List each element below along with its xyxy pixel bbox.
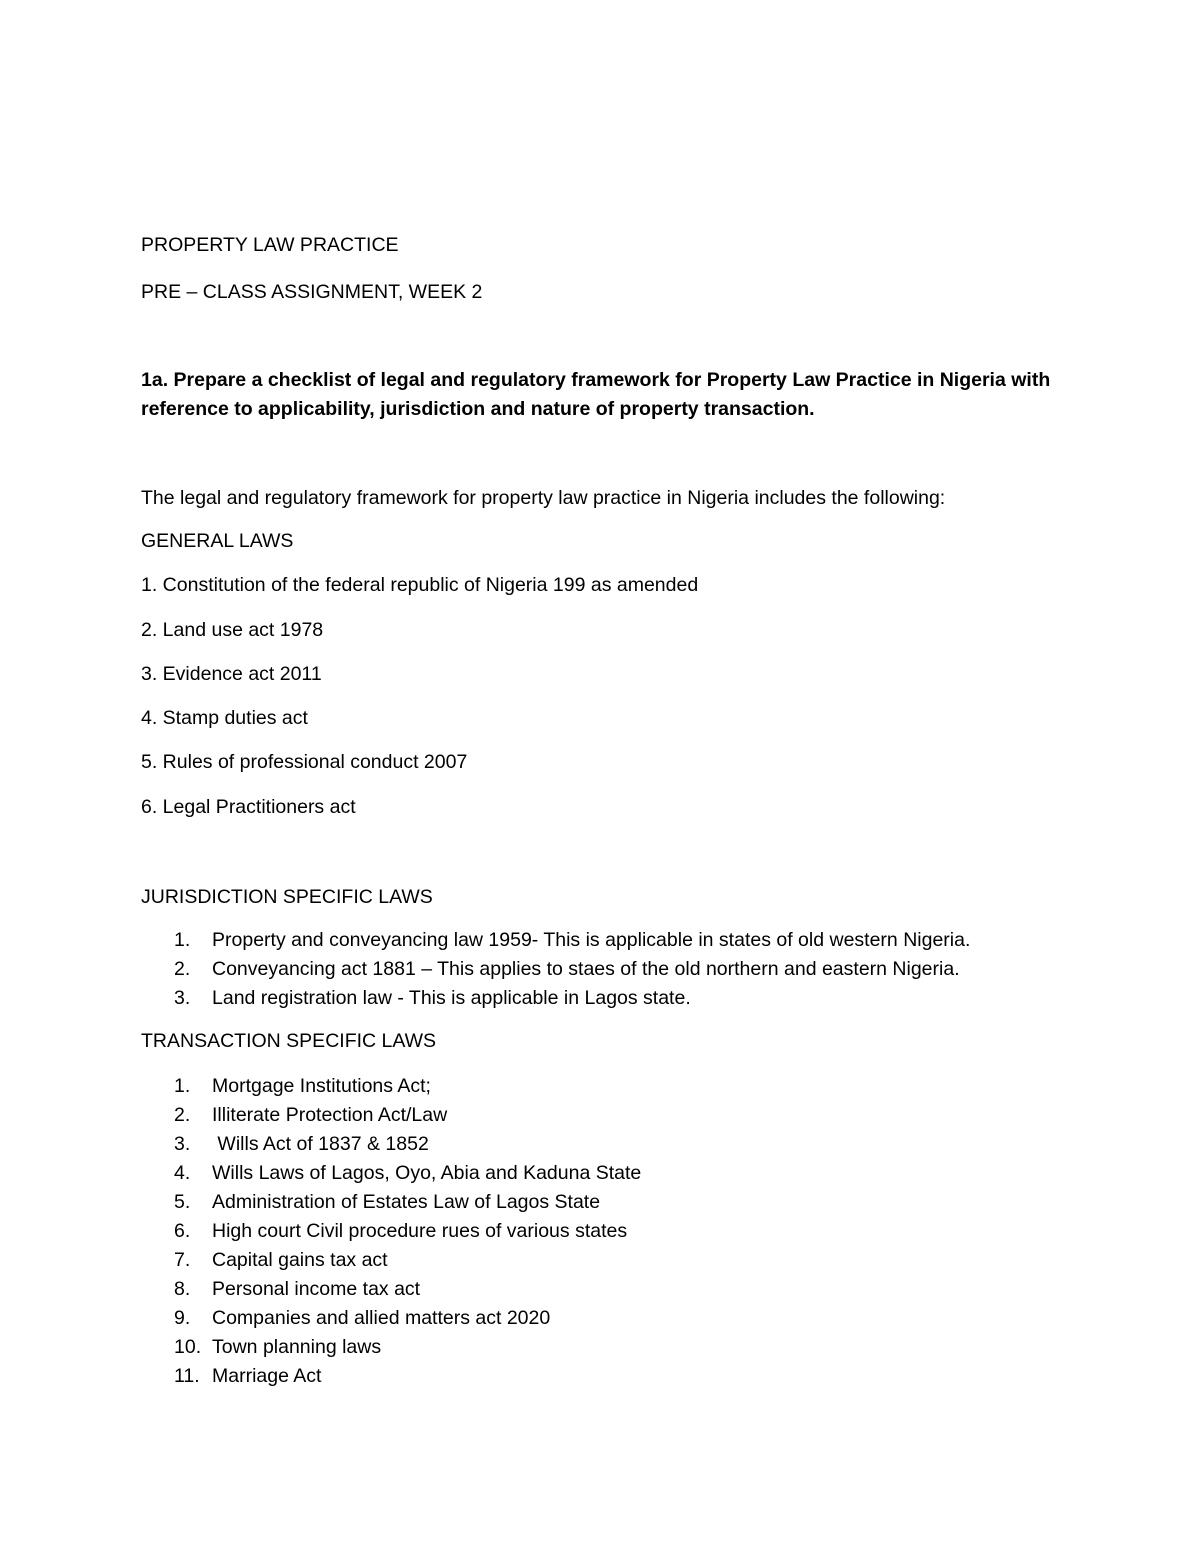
jurisdiction-laws-heading: JURISDICTION SPECIFIC LAWS bbox=[141, 886, 433, 908]
list-item bbox=[141, 1362, 641, 1391]
list-item-text: Administration of Estates Law of Lagos State bbox=[212, 1191, 601, 1213]
document-subtitle: PRE – CLASS ASSIGNMENT, WEEK 2 bbox=[141, 281, 483, 303]
list-item-text: Personal income tax act bbox=[212, 1278, 421, 1300]
list-item-number: 11. bbox=[174, 1365, 200, 1387]
general-law-item: 4. Stamp duties act bbox=[141, 707, 308, 729]
list-item-number: 5. bbox=[174, 1191, 191, 1213]
list-item bbox=[141, 1188, 641, 1217]
transaction-laws-heading: TRANSACTION SPECIFIC LAWS bbox=[141, 1030, 437, 1052]
list-item-number: 8. bbox=[174, 1278, 191, 1300]
list-item-number: 6. bbox=[174, 1220, 191, 1242]
general-law-item: 2. Land use act 1978 bbox=[141, 619, 324, 641]
list-item bbox=[141, 984, 970, 1013]
intro-paragraph: The legal and regulatory framework for property law practice in Nigeria includes the following: bbox=[141, 487, 946, 509]
general-laws-heading: GENERAL LAWS bbox=[141, 530, 294, 552]
list-item-number: 1. bbox=[174, 1075, 191, 1097]
list-item bbox=[141, 1217, 641, 1246]
list-item-text: Companies and allied matters act 2020 bbox=[212, 1307, 551, 1329]
general-law-item: 5. Rules of professional conduct 2007 bbox=[141, 751, 468, 773]
list-item-number: 10. bbox=[174, 1336, 202, 1358]
list-item-text: Marriage Act bbox=[212, 1365, 322, 1387]
list-item-number: 2. bbox=[174, 958, 191, 980]
list-item bbox=[141, 1275, 641, 1304]
list-item-number: 1. bbox=[174, 929, 191, 951]
list-item-number: 4. bbox=[174, 1162, 191, 1184]
list-item-text: Mortgage Institutions Act; bbox=[212, 1075, 431, 1097]
list-item bbox=[141, 1159, 641, 1188]
list-item-text: Town planning laws bbox=[212, 1336, 382, 1358]
list-item-text: Land registration law - This is applicable in Lagos state. bbox=[212, 987, 691, 1009]
list-item bbox=[141, 1072, 641, 1101]
list-item bbox=[141, 1333, 641, 1362]
list-item-text: High court Civil procedure rues of various states bbox=[212, 1220, 628, 1242]
list-item-text: Wills Laws of Lagos, Oyo, Abia and Kaduna State bbox=[212, 1162, 642, 1184]
list-item bbox=[141, 1101, 641, 1130]
general-law-item: 6. Legal Practitioners act bbox=[141, 796, 356, 818]
list-item-text: Wills Act of 1837 & 1852 bbox=[212, 1133, 429, 1155]
list-item-text: Conveyancing act 1881 – This applies to staes of the old northern and eastern Nigeria. bbox=[212, 958, 960, 980]
list-item-number: 9. bbox=[174, 1307, 191, 1329]
transaction-laws-list bbox=[141, 1072, 641, 1391]
list-item bbox=[141, 955, 970, 984]
list-item-text: Capital gains tax act bbox=[212, 1249, 388, 1271]
list-item bbox=[141, 926, 970, 955]
question-paragraph: 1a. Prepare a checklist of legal and regulatory framework for Property Law Practice in Nigeria with reference to applicability, jurisdiction and nature of property transaction. bbox=[141, 369, 1051, 420]
general-law-item: 3. Evidence act 2011 bbox=[141, 663, 322, 685]
list-item bbox=[141, 1246, 641, 1275]
list-item-number: 3. bbox=[174, 1133, 191, 1155]
document-title: PROPERTY LAW PRACTICE bbox=[141, 234, 399, 256]
list-item bbox=[141, 1130, 641, 1159]
list-item-number: 7. bbox=[174, 1249, 191, 1271]
list-item-number: 2. bbox=[174, 1104, 191, 1126]
jurisdiction-laws-list bbox=[141, 926, 970, 1013]
list-item bbox=[141, 1304, 641, 1333]
list-item-number: 3. bbox=[174, 987, 191, 1009]
general-law-item: 1. Constitution of the federal republic of Nigeria 199 as amended bbox=[141, 574, 699, 596]
list-item-text: Illiterate Protection Act/Law bbox=[212, 1104, 448, 1126]
list-item-text: Property and conveyancing law 1959- This is applicable in states of old western Nigeria. bbox=[212, 929, 971, 951]
